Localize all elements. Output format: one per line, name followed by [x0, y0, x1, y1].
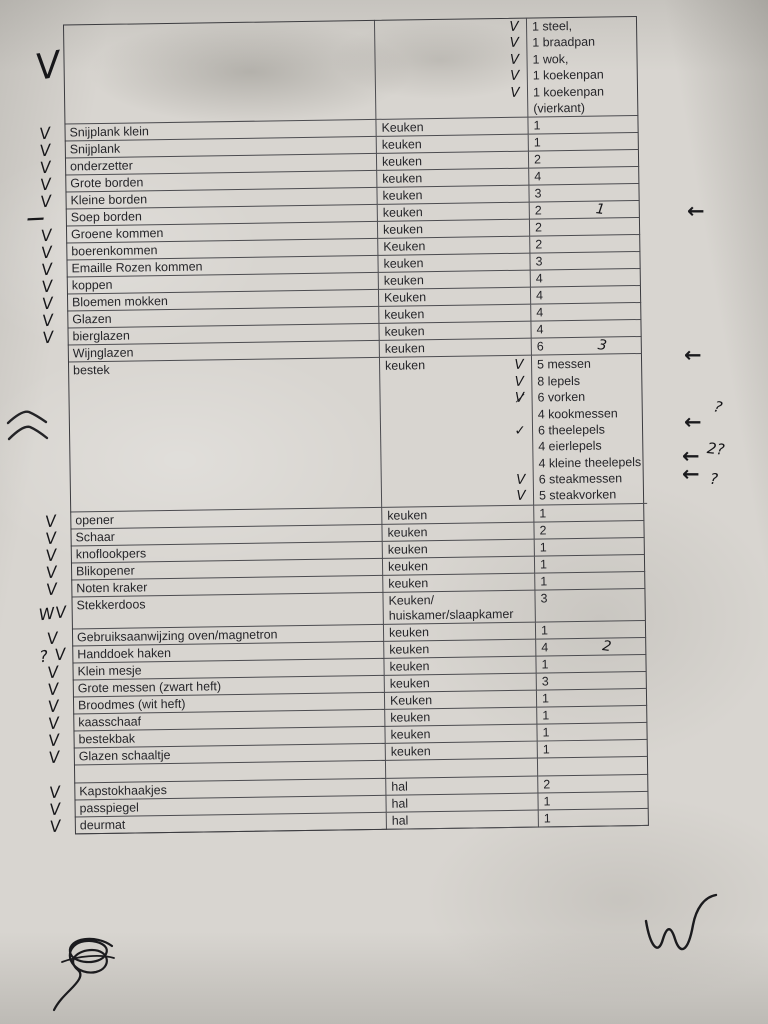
line-check-mark: V	[514, 373, 525, 390]
quantity-value: 4	[534, 169, 542, 184]
quantity-line: 5 messen	[536, 357, 591, 372]
quantity-cell	[530, 235, 640, 254]
quantity-value: 2	[533, 152, 542, 167]
quantity-line: 6 vorken	[537, 389, 586, 405]
item-name-cell: onderzetter	[65, 154, 377, 176]
handwritten-check-mark: V	[41, 327, 56, 348]
quantity-line: 4 kookmessen	[537, 405, 618, 422]
check-gutter	[35, 697, 73, 715]
item-name-cell: Kapstokhaakjes	[74, 779, 386, 801]
item-name-cell: Broodmes (wit heft)	[73, 693, 385, 715]
location-text: keuken	[389, 642, 430, 657]
quantity-cell	[538, 775, 648, 794]
item-name-cell: koppen	[67, 273, 379, 295]
kleine-theelepels-question-mark: ?	[709, 469, 719, 489]
handwritten-check-mark: V	[48, 815, 63, 837]
line-check-mark: V	[510, 84, 520, 101]
line-check-mark: V	[516, 471, 526, 488]
handwritten-check-mark: V	[38, 140, 53, 161]
location-cell	[375, 18, 528, 121]
item-name-cell: knoflookpers	[71, 542, 383, 564]
quantity-handwritten-note: 2	[601, 637, 613, 655]
eierlepels-arrow-icon: ←	[682, 444, 700, 468]
location-text: keuken	[384, 341, 425, 357]
check-gutter	[32, 512, 70, 530]
check-gutter	[37, 817, 75, 835]
quantity-cell	[536, 638, 646, 657]
handwritten-check-mark: V	[40, 225, 55, 246]
location-text: keuken	[388, 625, 430, 640]
item-name-cell: bestekbak	[73, 727, 385, 749]
location-text: Keuken	[381, 120, 424, 136]
location-text: keuken	[383, 256, 424, 272]
item-name-cell: bestek	[68, 358, 382, 512]
location-text: keuken	[381, 154, 423, 170]
location-cell	[383, 590, 535, 624]
item-name-cell: Stekkerdoos	[71, 593, 383, 630]
location-text: keuken	[382, 188, 423, 204]
handwritten-check-mark: V	[47, 729, 62, 751]
quantity-value: 3	[541, 674, 549, 689]
inventory-table	[25, 16, 649, 835]
quantity-line: 6 steakmessen	[538, 471, 623, 487]
quantity-cell	[529, 184, 639, 203]
quantity-cell	[538, 740, 648, 759]
item-name-cell	[63, 20, 376, 125]
quantity-value: 2	[534, 220, 543, 235]
quantity-handwritten-note: 1	[594, 201, 606, 219]
line-check-mark: V	[514, 357, 524, 374]
location-text: hal	[391, 796, 409, 811]
location-text: keuken	[381, 137, 422, 153]
handwritten-check-column	[504, 19, 525, 118]
line-check-mark: V̷	[514, 389, 525, 406]
quantity-line: 1 steel,	[531, 18, 573, 34]
quantity-cell	[530, 252, 640, 271]
check-gutter	[36, 783, 74, 801]
quantity-cell	[532, 354, 647, 505]
handwritten-check-mark: V	[45, 561, 60, 583]
location-text: Keuken	[389, 692, 433, 708]
location-cell	[380, 356, 534, 508]
location-text: hal	[391, 813, 409, 828]
quantity-cell	[535, 572, 645, 591]
table-row	[25, 16, 638, 125]
handwritten-check-mark: V	[46, 678, 61, 700]
line-check-mark	[510, 455, 530, 472]
handwritten-check-mark: V	[47, 746, 62, 768]
item-name-cell: Glazen	[67, 307, 379, 329]
quantity-value: 1	[539, 506, 547, 521]
handwritten-check-mark: V	[40, 242, 55, 263]
quantity-cell	[529, 167, 639, 186]
item-name-cell: deurmat	[75, 813, 387, 835]
handwritten-check-column	[509, 357, 531, 505]
line-check-mark	[510, 406, 530, 423]
location-text: keuken	[387, 542, 428, 557]
quantity-cell	[531, 320, 641, 339]
quantity-value: 1	[543, 811, 551, 826]
location-text: keuken	[384, 358, 426, 374]
check-gutter	[36, 800, 74, 818]
location-text: Keuken	[383, 239, 426, 255]
handwritten-check-mark: WV	[37, 602, 69, 625]
quantity-value: 4	[535, 271, 543, 286]
quantity-line: 8 lepels	[537, 373, 581, 389]
quantity-value: 1	[540, 623, 549, 638]
quantity-line: 1 koekenpan	[532, 67, 604, 83]
item-name-cell: Kleine borden	[65, 188, 377, 210]
item-name-cell: Schaar	[70, 525, 382, 547]
handwritten-check-mark: —	[25, 207, 46, 230]
item-name-cell: Glazen schaaltje	[74, 744, 386, 766]
check-gutter	[30, 329, 68, 347]
quantity-cell	[535, 555, 645, 574]
check-gutter	[33, 580, 71, 598]
item-name-cell: Bloemen mokken	[67, 290, 379, 312]
quantity-cell	[537, 672, 647, 691]
handwritten-check-mark: V	[48, 798, 63, 820]
location-text: keuken	[387, 525, 428, 540]
handwritten-check-mark: V	[39, 174, 54, 195]
handwritten-check-mark: V	[44, 544, 59, 566]
item-name-cell: Noten kraker	[71, 576, 383, 598]
location-text: keuken	[387, 508, 428, 523]
line-check-mark: V	[510, 67, 520, 85]
quantity-value: 4	[536, 305, 544, 320]
handwritten-check-mark: V	[40, 259, 55, 280]
quantity-cell	[535, 589, 645, 623]
handwritten-check-mark: V	[44, 527, 59, 549]
quantity-value: 3	[540, 591, 548, 606]
quantity-line: 4 kleine theelepels	[538, 454, 642, 471]
table-row	[30, 354, 644, 513]
quantity-value: 1	[540, 574, 548, 589]
location-text: keuken	[382, 171, 423, 187]
wijnglazen-arrow-icon: ←	[684, 343, 702, 367]
location-text: keuken	[390, 710, 431, 725]
location-text: keuken	[389, 676, 430, 691]
item-name-cell: Blikopener	[71, 559, 383, 581]
check-gutter	[30, 363, 70, 513]
quantity-value: 3	[534, 186, 542, 201]
quantity-line: 5 steakvorken	[538, 487, 617, 503]
item-name-cell: Gebruiksaanwijzing oven/magnetron	[72, 625, 384, 647]
item-name-cell: Klein mesje	[72, 659, 384, 681]
check-gutter	[35, 680, 73, 698]
check-gutter	[32, 529, 70, 547]
line-check-mark: V	[516, 488, 526, 505]
quantity-cell	[536, 655, 646, 674]
quantity-cell	[537, 723, 647, 742]
handwritten-check-mark: V	[46, 627, 61, 649]
line-check-mark: V	[509, 18, 519, 35]
eierlepels-question-mark: 2?	[706, 439, 726, 459]
quantity-cell	[538, 757, 648, 777]
quantity-cell	[531, 269, 641, 288]
item-name-cell: bierglazen	[67, 324, 379, 346]
item-name-cell: Snijplank	[65, 137, 377, 159]
quantity-line: 4 eierlepels	[538, 438, 602, 454]
item-name-cell: Groene kommen	[66, 222, 378, 244]
handwritten-check-mark: V	[46, 661, 61, 683]
quantity-cell	[535, 538, 645, 557]
check-gutter	[33, 563, 71, 581]
item-name-cell: boerenkommen	[66, 239, 378, 261]
quantity-value: 1	[533, 135, 541, 150]
line-check-mark	[510, 439, 530, 456]
check-gutter	[35, 731, 73, 749]
quantity-value: 1	[533, 118, 541, 133]
quantity-value: 1	[542, 742, 550, 757]
handwritten-check-mark: V	[45, 578, 60, 600]
line-check-mark: V	[509, 51, 520, 68]
item-name-cell: passpiegel	[74, 796, 386, 818]
quantity-value: 1	[541, 657, 549, 672]
check-gutter	[34, 629, 72, 647]
soep-borden-arrow-icon: ←	[687, 199, 705, 223]
location-text: Keuken/ huiskamer/slaapkamer	[388, 592, 514, 623]
handwritten-check-mark: V	[40, 276, 55, 297]
quantity-cell	[529, 150, 639, 169]
item-name-cell: Grote borden	[65, 171, 377, 193]
check-gutter	[25, 25, 64, 126]
handwritten-check-mark: ? V	[38, 644, 69, 667]
quantity-value: 1	[539, 540, 547, 555]
kookmessen-arrow-icon: ←	[684, 410, 702, 434]
item-name-cell: opener	[70, 508, 382, 530]
location-cell	[386, 758, 538, 778]
check-gutter	[34, 644, 72, 667]
quantity-value: 1	[542, 708, 550, 723]
location-text: keuken	[390, 744, 431, 759]
location-text: keuken	[389, 659, 430, 674]
location-text: keuken	[384, 324, 425, 340]
check-gutter	[35, 714, 73, 732]
quantity-cell	[530, 218, 640, 237]
location-text: keuken	[384, 307, 425, 323]
quantity-cell	[530, 201, 640, 220]
quantity-line: (vierkant)	[533, 100, 586, 116]
location-text: Keuken	[383, 290, 427, 306]
quantity-cell	[536, 621, 646, 640]
handwritten-check-mark: V	[48, 781, 63, 803]
quantity-cell	[527, 16, 638, 118]
check-gutter	[36, 765, 74, 784]
location-cell	[387, 810, 539, 829]
quantity-line: 1 braadpan	[532, 35, 596, 50]
quantity-value: 1	[541, 691, 550, 706]
check-gutter	[36, 748, 74, 766]
quantity-cell	[538, 792, 648, 811]
quantity-value: 4	[541, 640, 549, 655]
item-name-cell: Handdoek haken	[72, 642, 384, 664]
quantity-line: 1 wok,	[532, 51, 569, 67]
line-check-mark: ✓	[514, 422, 526, 439]
quantity-cell	[528, 116, 638, 135]
quantity-handwritten-note: 3	[596, 337, 608, 355]
quantity-cell	[534, 504, 644, 523]
handwritten-check-mark: V	[41, 310, 56, 331]
location-text: keuken	[390, 727, 431, 742]
location-text: keuken	[382, 222, 424, 238]
quantity-cell	[537, 689, 647, 708]
handwritten-check-mark: V	[44, 510, 59, 532]
quantity-value: 1	[539, 557, 548, 572]
item-name-cell: Wijnglazen	[68, 341, 380, 363]
quantity-cell	[537, 706, 647, 725]
handwritten-check-mark: V	[39, 191, 54, 212]
line-check-mark	[505, 101, 525, 118]
quantity-value: 3	[535, 254, 543, 269]
handwritten-check-mark: V	[39, 157, 54, 178]
handwritten-check-mark: V	[47, 695, 62, 717]
kleine-theelepels-arrow-icon: ←	[682, 462, 700, 486]
quantity-line: 1 koekenpan	[532, 84, 605, 100]
handwritten-check-mark: V	[41, 293, 56, 314]
table-rows	[25, 16, 649, 835]
quantity-value: 1	[543, 794, 551, 809]
location-text: hal	[391, 779, 408, 794]
quantity-cell	[534, 521, 644, 540]
quantity-cell	[531, 286, 641, 305]
item-name-cell: kaasschaaf	[73, 710, 385, 732]
quantity-value: 2	[534, 203, 542, 218]
quantity-cell	[531, 303, 641, 322]
line-check-mark: V	[509, 35, 520, 52]
check-gutter	[30, 346, 68, 364]
quantity-value: 4	[535, 288, 544, 303]
quantity-value: 1	[542, 725, 550, 740]
kookmessen-question-mark: ?	[711, 397, 725, 417]
top-left-check-mark: V	[32, 44, 65, 89]
quantity-value: 2	[539, 523, 547, 538]
item-name-cell: Emaille Rozen kommen	[66, 256, 378, 278]
quantity-value: 6	[536, 339, 544, 354]
quantity-value: 2	[535, 237, 543, 252]
handwritten-check-mark: V	[47, 712, 62, 734]
location-text: keuken	[383, 273, 424, 289]
quantity-value: 2	[543, 777, 551, 792]
check-gutter	[33, 546, 71, 564]
item-name-cell: Snijplank klein	[64, 120, 376, 142]
quantity-cell	[532, 337, 642, 356]
location-text: keuken	[382, 205, 423, 221]
location-text: keuken	[388, 576, 429, 591]
quantity-value: 4	[536, 322, 544, 337]
check-gutter	[33, 597, 71, 630]
quantity-line: 6 theelepels	[537, 422, 605, 438]
quantity-cell	[529, 133, 639, 152]
location-text: keuken	[387, 559, 429, 574]
quantity-cell	[539, 809, 649, 828]
item-name-cell: Grote messen (zwart heft)	[73, 676, 385, 698]
handwritten-check-mark: V	[38, 123, 53, 144]
item-name-cell: Soep borden	[66, 205, 378, 227]
